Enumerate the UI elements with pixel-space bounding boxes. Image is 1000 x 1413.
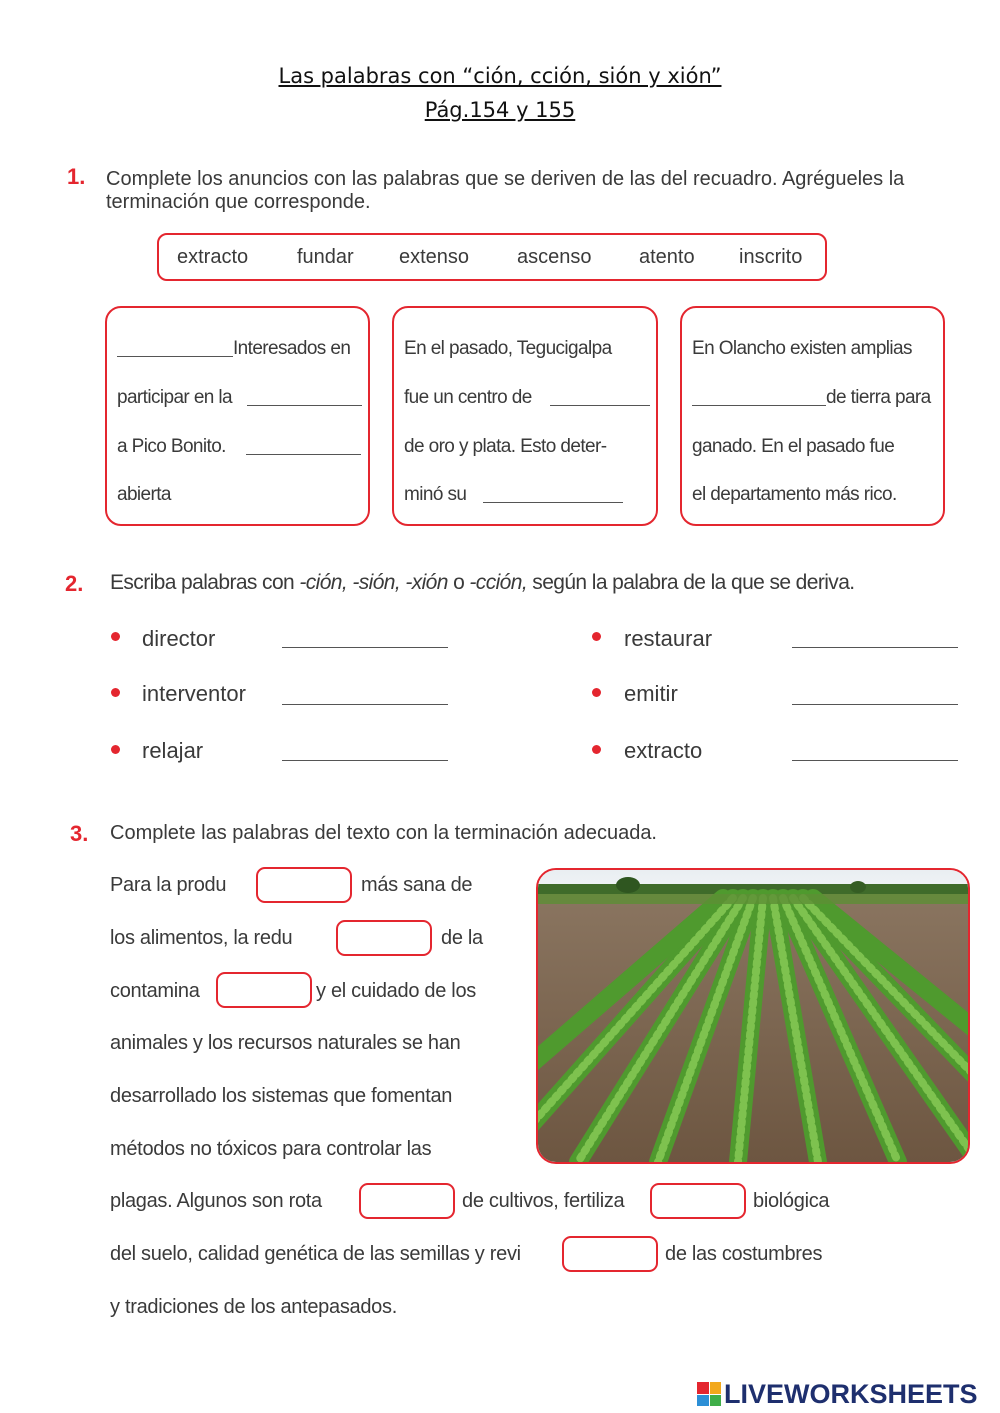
word-bank-item: inscrito bbox=[739, 246, 803, 268]
bullet-icon bbox=[111, 688, 120, 697]
ending-input[interactable] bbox=[256, 867, 352, 903]
word-item: extracto bbox=[624, 738, 703, 763]
answer-blank[interactable] bbox=[282, 647, 448, 648]
word-item: emitir bbox=[624, 681, 678, 706]
ad2-line1: En el pasado, Tegucigalpa bbox=[404, 338, 612, 359]
text-line: del suelo, calidad genética de las semillas y revi bbox=[110, 1243, 521, 1265]
ad1-line1: Interesados en bbox=[233, 338, 351, 359]
ad-box-2 bbox=[392, 306, 658, 526]
answer-blank[interactable] bbox=[792, 760, 958, 761]
liveworksheets-logo bbox=[697, 1378, 978, 1410]
word-bank bbox=[157, 233, 827, 281]
answer-blank[interactable] bbox=[792, 704, 958, 705]
exercise3-instruction: Complete las palabras del texto con la terminación adecuada. bbox=[110, 822, 657, 844]
word-bank-item: ascenso bbox=[517, 246, 592, 268]
logo-icon bbox=[697, 1382, 721, 1406]
exercise1-instruction-line1: Complete los anuncios con las palabras que se deriven de las del recuadro. Agrégueles la bbox=[106, 168, 905, 190]
ad1-line3: a Pico Bonito. bbox=[117, 436, 226, 457]
text-line: y el cuidado de los bbox=[316, 980, 476, 1002]
ending-input[interactable] bbox=[336, 920, 432, 956]
text-line: biológica bbox=[753, 1190, 830, 1212]
ad2-line2: fue un centro de bbox=[404, 387, 532, 408]
text-line: desarrollado los sistemas que fomentan bbox=[110, 1085, 453, 1107]
word-item: restaurar bbox=[624, 626, 713, 651]
word-bank-item: fundar bbox=[297, 246, 354, 268]
text-line: de las costumbres bbox=[665, 1243, 823, 1265]
bullet-icon bbox=[592, 745, 601, 754]
word-item: interventor bbox=[142, 681, 246, 706]
word-bank-item: atento bbox=[639, 246, 695, 268]
answer-blank[interactable] bbox=[117, 356, 233, 357]
answer-blank[interactable] bbox=[282, 760, 448, 761]
exercise1-instruction-line2: terminación que corresponde. bbox=[106, 191, 371, 213]
ad-box-3 bbox=[680, 306, 945, 526]
ending-input[interactable] bbox=[562, 1236, 658, 1272]
bullet-icon bbox=[111, 632, 120, 641]
instruction-suffixes: -ción, -sión, -xión bbox=[299, 571, 448, 594]
text-line: los alimentos, la redu bbox=[110, 927, 293, 949]
exercise2-number: 2. bbox=[65, 571, 84, 596]
text-line: plagas. Algunos son rota bbox=[110, 1190, 322, 1212]
crop-field-photo bbox=[536, 868, 970, 1164]
ad1-line2: participar en la bbox=[117, 387, 233, 408]
exercise3-number: 3. bbox=[70, 821, 89, 846]
page-subtitle: Pág.154 y 155 bbox=[424, 98, 576, 122]
answer-blank[interactable] bbox=[282, 704, 448, 705]
field-illustration bbox=[538, 870, 968, 1162]
exercise2-instruction bbox=[110, 571, 855, 595]
ad1-line4: abierta bbox=[117, 484, 171, 505]
answer-blank[interactable] bbox=[550, 405, 650, 406]
word-item: director bbox=[142, 626, 216, 651]
bullet-icon bbox=[592, 632, 601, 641]
answer-blank[interactable] bbox=[247, 405, 362, 406]
ad3-line1: En Olancho existen amplias bbox=[692, 338, 912, 359]
ad3-line3: ganado. En el pasado fue bbox=[692, 436, 895, 457]
ad2-line4: minó su bbox=[404, 484, 467, 505]
bullet-icon bbox=[592, 688, 601, 697]
answer-blank[interactable] bbox=[692, 405, 826, 406]
word-bank-item: extenso bbox=[399, 246, 470, 268]
text-line: Para la produ bbox=[110, 874, 227, 896]
answer-blank[interactable] bbox=[483, 502, 623, 503]
ending-input[interactable] bbox=[216, 972, 312, 1008]
instruction-text: o bbox=[447, 571, 470, 594]
text-line: métodos no tóxicos para controlar las bbox=[110, 1138, 432, 1160]
ending-input[interactable] bbox=[359, 1183, 455, 1219]
word-item: relajar bbox=[142, 738, 204, 763]
answer-blank[interactable] bbox=[792, 647, 958, 648]
ending-input[interactable] bbox=[650, 1183, 746, 1219]
word-bank-item: extracto bbox=[177, 246, 249, 268]
exercise1-number: 1. bbox=[67, 164, 86, 189]
text-line: más sana de bbox=[361, 874, 473, 896]
text-line: de cultivos, fertiliza bbox=[462, 1190, 625, 1212]
logo-text: LIVEWORKSHEETS bbox=[724, 1378, 978, 1409]
text-line: de la bbox=[441, 927, 483, 949]
text-line: animales y los recursos naturales se han bbox=[110, 1032, 461, 1054]
instruction-text: Escriba palabras con bbox=[110, 571, 300, 594]
instruction-suffix: -cción, bbox=[469, 571, 528, 594]
instruction-text: según la palabra de la que se deriva. bbox=[527, 571, 855, 594]
text-line: y tradiciones de los antepasados. bbox=[110, 1296, 397, 1318]
page-title: Las palabras con “ción, cción, sión y xión” bbox=[278, 64, 722, 88]
ad-box-1 bbox=[105, 306, 370, 526]
ad3-line4: el departamento más rico. bbox=[692, 484, 897, 505]
bullet-icon bbox=[111, 745, 120, 754]
ad2-line3: de oro y plata. Esto deter- bbox=[404, 436, 607, 457]
text-line: contamina bbox=[110, 980, 200, 1002]
answer-blank[interactable] bbox=[246, 454, 361, 455]
ad3-line2: de tierra para bbox=[826, 387, 931, 408]
